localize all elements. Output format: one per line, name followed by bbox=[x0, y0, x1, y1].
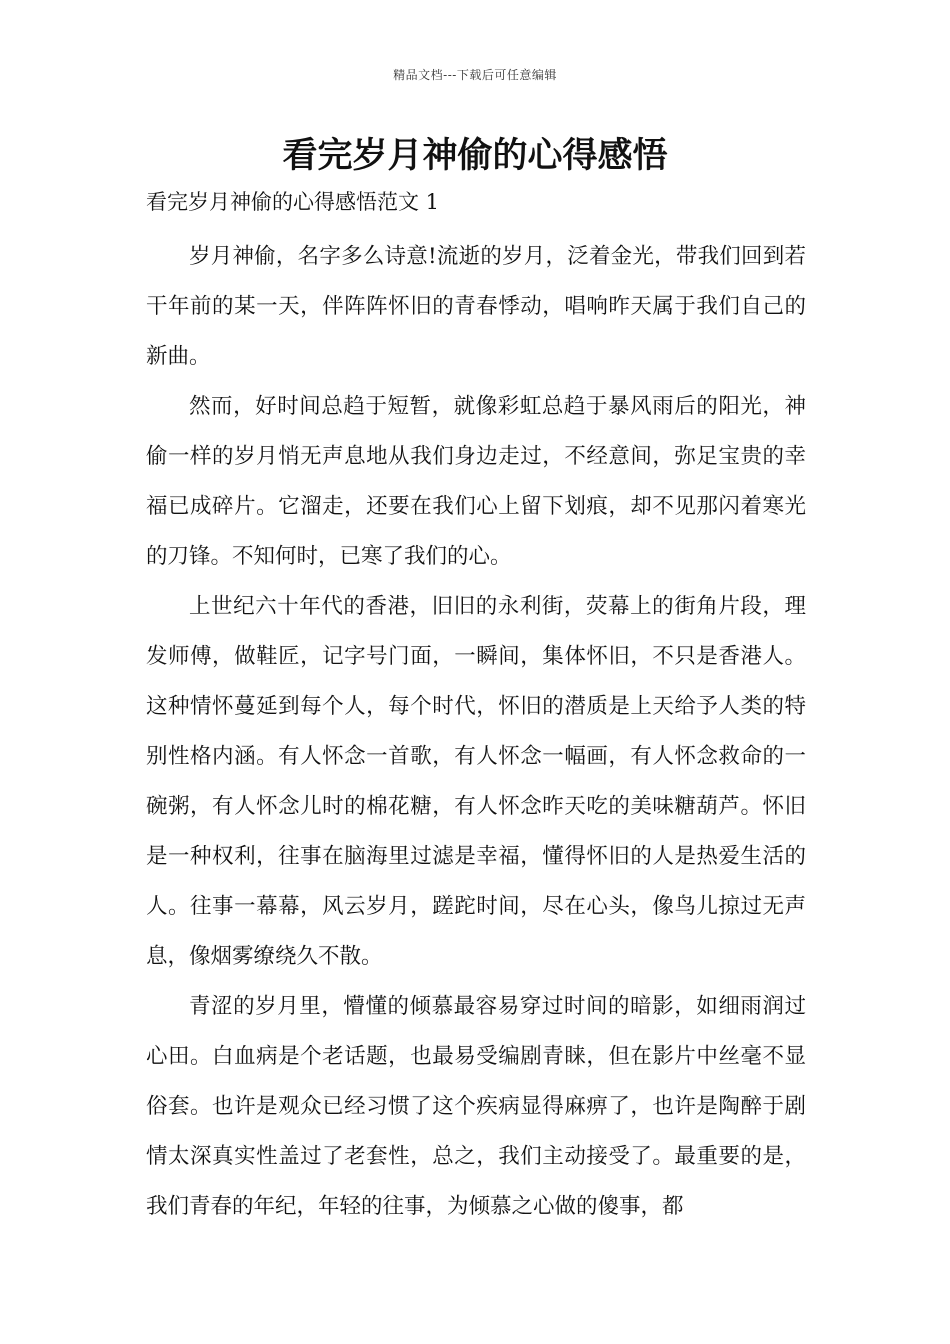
document-title: 看完岁月神偷的心得感悟 bbox=[282, 136, 668, 176]
paragraph: 上世纪六十年代的香港，旧旧的永利街，荧幕上的街角片段，理发师傅，做鞋匠，记字号门面，一瞬间，集体怀旧，不只是香港人。这种情怀蔓延到每个人，每个时代，怀旧的潜质是上天给予人类的特别性格内涵。有人怀念一首歌，有人怀念一幅画，有人怀念救命的一碗粥，有人怀念儿时的棉花糖，有人怀念昨天吃的美味糖葫芦。怀旧是一种权利，往事在脑海里过滤是幸福，懂得怀旧的人是热爱生活的人。往事一幕幕，风云岁月，蹉跎时间，尽在心头，像鸟儿掠过无声息，像烟雾缭绕久不散。 bbox=[146, 594, 806, 969]
document-subtitle: 看完岁月神偷的心得感悟范文 1 bbox=[146, 190, 440, 214]
document-body bbox=[146, 232, 806, 1232]
paragraph: 岁月神偷，名字多么诗意!流逝的岁月，泛着金光，带我们回到若干年前的某一天，伴阵阵怀旧的青春悸动，唱响昨天属于我们自己的新曲。 bbox=[146, 244, 806, 369]
paragraph: 然而，好时间总趋于短暂，就像彩虹总趋于暴风雨后的阳光，神偷一样的岁月悄无声息地从我们身边走过，不经意间，弥足宝贵的幸福已成碎片。它溜走，还要在我们心上留下划痕，却不见那闪着寒光的刀锋。不知何时，已寒了我们的心。 bbox=[146, 394, 806, 569]
paragraph: 青涩的岁月里，懵懂的倾慕最容易穿过时间的暗影，如细雨润过心田。白血病是个老话题，也最易受编剧青睐，但在影片中丝毫不显俗套。也许是观众已经习惯了这个疾病显得麻痹了，也许是陶醉于剧情太深真实性盖过了老套性，总之，我们主动接受了。最重要的是，我们青春的年纪，年轻的往事，为倾慕之心做的傻事，都 bbox=[146, 994, 806, 1219]
page-header: 精品文档---下载后可任意编辑 bbox=[393, 68, 557, 82]
